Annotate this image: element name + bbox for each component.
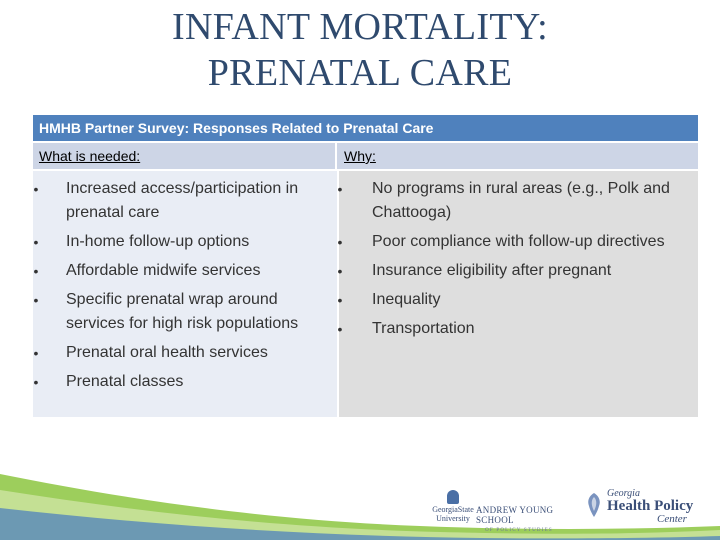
gsu-logo-line-1: GeorgiaState [432,505,474,514]
bullet-icon: • [33,234,39,250]
why-item [339,317,698,341]
bullet-icon: • [33,263,39,279]
survey-table [33,115,698,417]
bullet-icon: • [337,292,343,308]
needed-item [33,370,337,394]
needed-item-text: In-home follow-up options [66,233,250,250]
needed-item [33,230,337,254]
needed-item [33,341,337,365]
why-item-text: No programs in rural areas (e.g., Polk and Chattooga) [372,180,670,221]
needed-item-text: Affordable midwife services [66,262,261,279]
why-item-text: Transportation [372,320,475,337]
why-column [339,171,698,417]
ays-logo-name: ANDREW YOUNG SCHOOL [476,505,554,525]
needed-item-text: Increased access/participation in prenatal care [66,180,299,221]
ghpc-logo-line-2: Health Policy [607,498,694,514]
bullet-icon: • [337,181,343,197]
needed-item [33,259,337,283]
needed-item [33,288,337,336]
why-list [339,177,698,341]
bullet-icon: • [337,234,343,250]
gsu-logo [430,490,476,526]
bullet-icon: • [33,292,39,308]
bullet-icon: • [33,181,39,197]
table-header: HMHB Partner Survey: Responses Related to Prenatal Care [33,115,698,141]
ghpc-emblem-icon [585,492,603,518]
gsu-logo-line-2: University [436,514,470,523]
needed-item-text: Prenatal oral health services [66,344,268,361]
ays-logo [476,505,562,536]
column-header-why [337,143,698,169]
gsu-flame-icon [447,490,459,504]
why-item-text: Inequality [372,291,441,308]
needed-item-text: Prenatal classes [66,373,184,390]
column-header-needed-label: What is needed: [39,148,141,164]
why-item-text: Poor compliance with follow-up directives [372,233,665,250]
why-item [339,230,698,254]
needed-item-text: Specific prenatal wrap around services for high risk populations [66,291,299,332]
needed-list [33,177,337,394]
ays-logo-sub: OF POLICY STUDIES [485,528,553,533]
why-item-text: Insurance eligibility after pregnant [372,262,612,279]
bullet-icon: • [337,321,343,337]
column-header-why-label: Why: [344,148,376,164]
slide-title [0,4,720,96]
ghpc-logo [585,488,695,528]
column-header-needed [33,143,335,169]
ghpc-logo-line-3: Center [657,513,687,525]
bullet-icon: • [33,345,39,361]
why-item [339,259,698,283]
bullet-icon: • [33,374,39,390]
why-item [339,288,698,312]
bullet-icon: • [337,263,343,279]
why-item [339,177,698,225]
needed-item [33,177,337,225]
ghpc-logo-line-1: Georgia [607,488,640,499]
title-line-2: PRENATAL CARE [207,52,513,94]
needed-column [33,171,337,417]
title-line-1: INFANT MORTALITY: [172,6,548,48]
